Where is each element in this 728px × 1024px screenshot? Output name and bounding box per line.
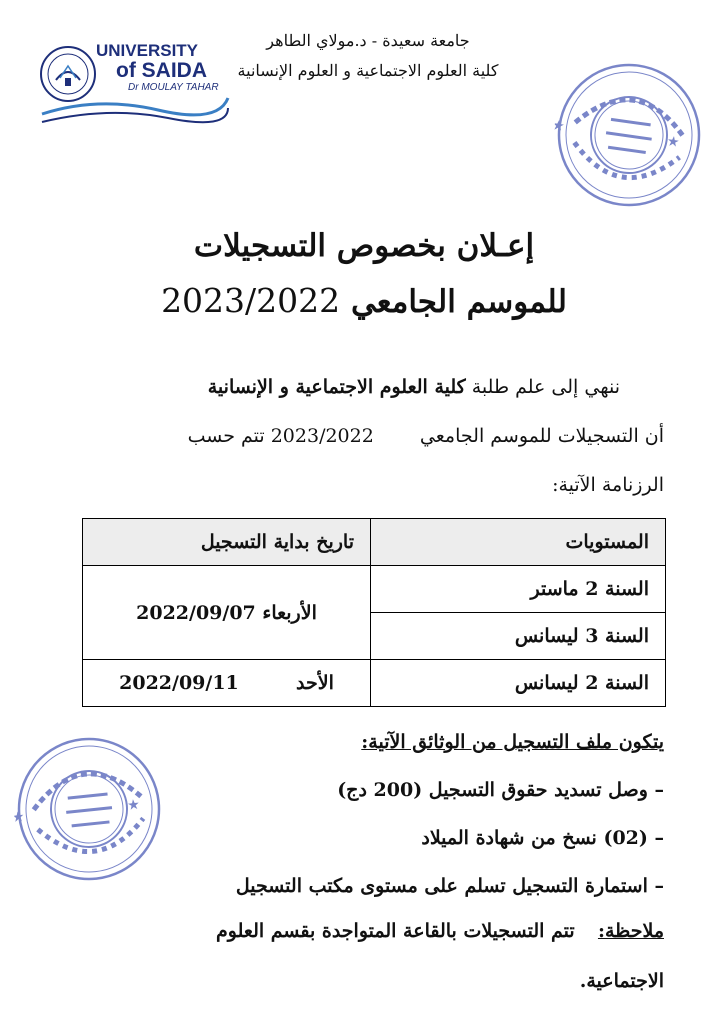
- subtitle-year: 2023/2022: [161, 281, 341, 320]
- note-text-continued: الاجتماعية.: [579, 970, 664, 992]
- subtitle-text: للموسم الجامعي: [350, 284, 567, 320]
- level-cell: السنة 2 ماستر: [371, 566, 666, 613]
- svg-text:★: ★: [665, 133, 681, 152]
- faculty-name: كلية العلوم الاجتماعية و العلوم الإنسانية: [237, 61, 499, 80]
- intro-line2-year: 2023/2022: [270, 425, 374, 447]
- table-header-row: [83, 519, 666, 566]
- university-name: جامعة سعيدة - د.مولاي الطاهر: [266, 31, 470, 50]
- announcement-title: إعـلان بخصوص التسجيلات: [193, 228, 535, 264]
- header-levels: المستويات: [371, 519, 666, 566]
- note-text: تتم التسجيلات بالقاعة المتواجدة بقسم العلوم: [216, 920, 575, 942]
- registration-schedule-table: [82, 518, 666, 707]
- intro-line1-normal: ننهي إلى علم طلبة: [471, 376, 620, 398]
- header-start-date: تاريخ بداية التسجيل: [83, 519, 371, 566]
- documents-heading: يتكون ملف التسجيل من الوثائق الآتية:: [361, 731, 664, 753]
- university-logo: [38, 34, 230, 130]
- level-cell: السنة 3 ليسانس: [371, 613, 666, 660]
- document-item: – استمارة التسجيل تسلم على مستوى مكتب التسجيل: [235, 875, 664, 897]
- svg-text:★: ★: [11, 808, 26, 827]
- intro-paragraph: [64, 363, 664, 510]
- table-row: [83, 566, 666, 613]
- intro-line3: الرزنامة الآتية:: [552, 474, 664, 496]
- table-row: [83, 660, 666, 707]
- intro-line1-bold: كلية العلوم الاجتماعية و الإنسانية: [207, 376, 466, 398]
- logo-moulay-tahar: Dr MOULAY TAHAR: [128, 82, 219, 93]
- svg-text:★: ★: [126, 796, 141, 814]
- note-section: [64, 906, 664, 1006]
- stamp-seal-icon: [544, 50, 713, 219]
- date-day: الأحد: [296, 672, 334, 694]
- logo-of-saida: of SAIDA: [116, 59, 207, 82]
- date-cell: [83, 660, 371, 707]
- intro-line2-end: تتم حسب: [187, 425, 265, 447]
- logo-university-word: UNIVERSITY: [96, 41, 199, 60]
- level-cell: السنة 2 ليسانس: [371, 660, 666, 707]
- document-header: [198, 26, 538, 86]
- date-value: 2022/09/11: [119, 672, 239, 694]
- date-cell: الأربعاء 2022/09/07: [83, 566, 371, 660]
- official-stamp-top: [544, 50, 713, 219]
- required-documents: [64, 718, 664, 910]
- svg-text:★: ★: [550, 117, 566, 135]
- intro-line2-start: أن التسجيلات للموسم الجامعي: [419, 425, 664, 447]
- document-item: – (02) نسخ من شهادة الميلاد: [421, 827, 664, 849]
- document-item: – وصل تسديد حقوق التسجيل (200 دج): [337, 779, 664, 801]
- note-label: ملاحظة:: [597, 920, 664, 942]
- announcement-subtitle: [0, 281, 728, 320]
